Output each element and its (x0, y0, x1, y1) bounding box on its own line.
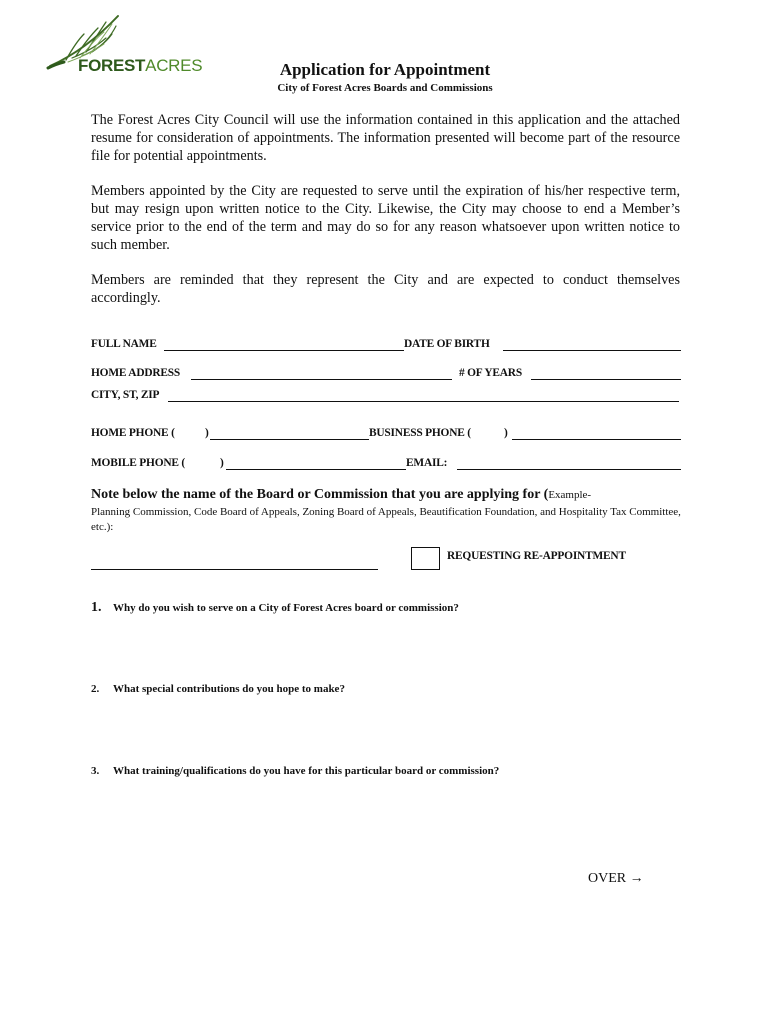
page-title: Application for Appointment (279, 60, 491, 79)
question-1 (91, 600, 459, 616)
logo-word-forest: FOREST (78, 56, 146, 75)
reappointment-checkbox[interactable] (411, 547, 440, 570)
board-note-heading (91, 487, 591, 503)
business-phone-paren: ) (504, 427, 508, 439)
home-address-field[interactable] (191, 379, 452, 380)
city-st-zip-label: CITY, ST, ZIP (91, 389, 160, 401)
board-note-example: Example- (548, 489, 592, 501)
years-label: # OF YEARS (459, 367, 522, 379)
board-note-examples: Planning Commission, Code Board of Appeals, Zoning Board of Appeals, Beautification Foundation, and Hospitality Tax Committee, etc.): (91, 506, 681, 533)
home-phone-field[interactable] (210, 439, 369, 440)
dob-label: DATE OF BIRTH (404, 338, 490, 350)
board-name-field[interactable] (91, 569, 378, 570)
question-1-number: 1. (91, 600, 102, 615)
question-3-number: 3. (91, 765, 100, 777)
email-field[interactable] (457, 469, 681, 470)
over-label: OVER (588, 871, 627, 886)
business-phone-label: BUSINESS PHONE ( (369, 427, 471, 439)
mobile-phone-paren: ) (220, 457, 224, 469)
page-subtitle: City of Forest Acres Boards and Commissions (277, 82, 493, 94)
dob-field[interactable] (503, 350, 681, 351)
full-name-field[interactable] (164, 350, 404, 351)
full-name-label: FULL NAME (91, 338, 157, 350)
years-field[interactable] (531, 379, 681, 380)
mobile-phone-label: MOBILE PHONE ( (91, 457, 186, 469)
question-2 (91, 683, 345, 695)
question-2-text: What special contributions do you hope to make? (113, 683, 345, 695)
logo-word-acres: ACRES (145, 56, 203, 75)
term-paragraph: Members appointed by the City are requested to serve until the expiration of his/her respective term, but may resign upon written notice to the City. Likewise, the City may choose to end a Member’s service prior to the end of the term and may do so for any reason whatsoever upon written notice to such member. (91, 183, 680, 253)
arrow-right-icon: → (629, 871, 644, 886)
board-note-heading-text: Note below the name of the Board or Commission that you are applying for ( (91, 487, 549, 502)
home-phone-paren: ) (205, 427, 209, 439)
mobile-phone-field[interactable] (226, 469, 406, 470)
email-label: EMAIL: (406, 457, 448, 469)
conduct-paragraph: Members are reminded that they represent the City and are expected to conduct themselves accordingly. (91, 272, 680, 306)
home-address-label: HOME ADDRESS (91, 367, 181, 379)
question-2-number: 2. (91, 683, 100, 695)
home-phone-label: HOME PHONE ( (91, 427, 175, 439)
intro-paragraph: The Forest Acres City Council will use the information contained in this application and the attached resume for consideration of appointments. The information presented will become part of the resource file for potential appointments. (91, 112, 680, 164)
question-3 (91, 765, 499, 777)
over-indicator (588, 871, 644, 887)
business-phone-field[interactable] (512, 439, 681, 440)
question-1-text: Why do you wish to serve on a City of Forest Acres board or commission? (113, 602, 459, 614)
reappointment-label: REQUESTING RE-APPOINTMENT (447, 550, 626, 562)
city-st-zip-field[interactable] (168, 401, 679, 402)
question-3-text: What training/qualifications do you have for this particular board or commission? (113, 765, 500, 777)
